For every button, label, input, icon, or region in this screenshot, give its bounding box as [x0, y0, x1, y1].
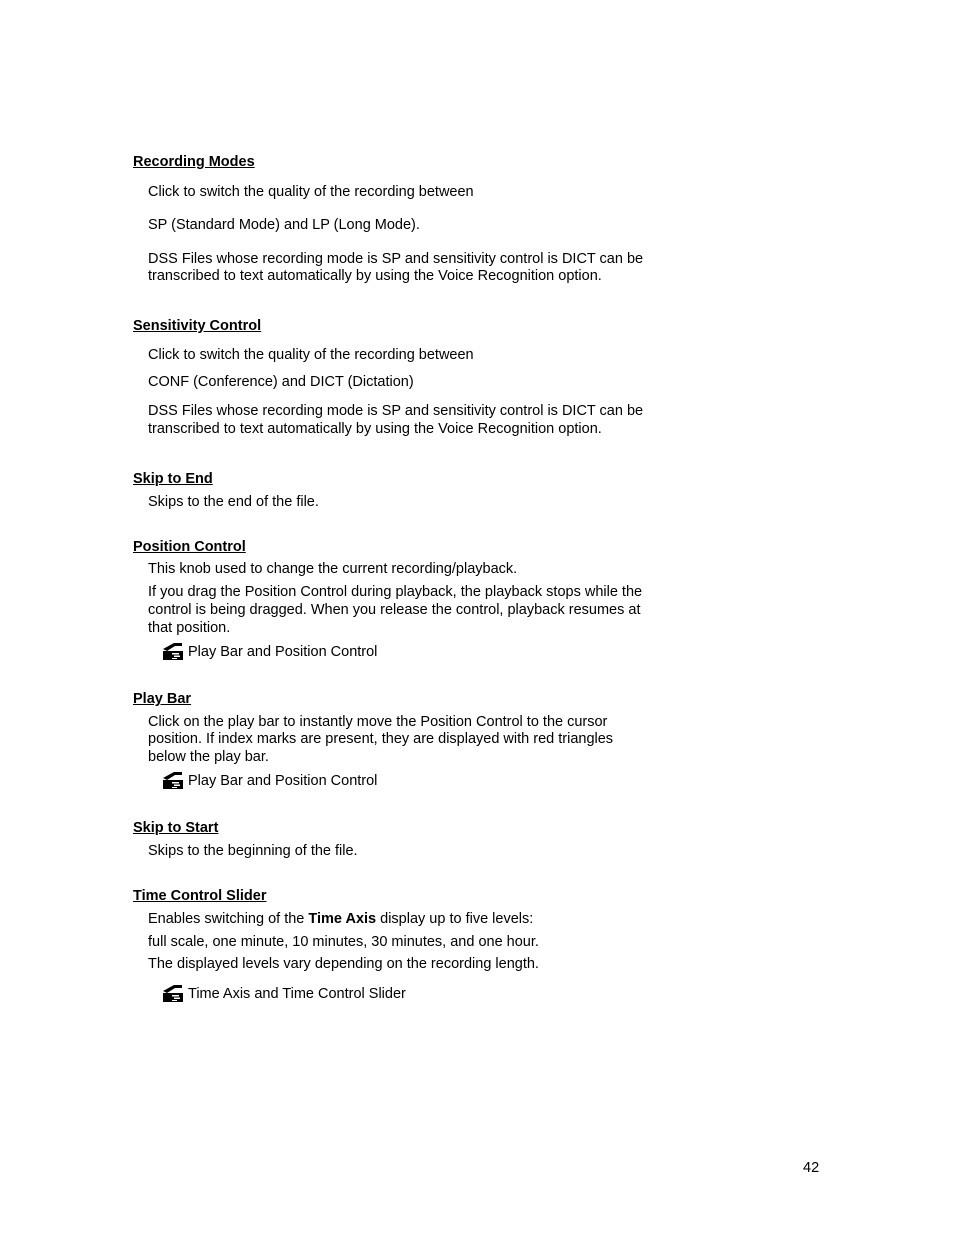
time-control-slider-line1 — [148, 911, 533, 927]
recording-modes-line3a: DSS Files whose recording mode is SP and sensitivity control is DICT can be — [148, 251, 644, 267]
time-control-slider-heading: Time Control Slider — [133, 888, 267, 904]
position-control-heading: Position Control — [133, 539, 246, 555]
position-control-line1: This knob used to change the current recording/playback. — [148, 561, 518, 577]
time-control-slider-related-link-label[interactable]: Time Axis and Time Control Slider — [188, 985, 406, 1002]
skip-to-end-heading: Skip to End — [133, 471, 213, 487]
sensitivity-control-line1: Click to switch the quality of the recording between — [148, 347, 474, 363]
related-topic-icon — [162, 984, 184, 1003]
play-bar-line1b: position. If index marks are present, they are displayed with red triangles — [148, 731, 614, 747]
skip-to-start-heading: Skip to Start — [133, 820, 219, 836]
sensitivity-control-line2: CONF (Conference) and DICT (Dictation) — [148, 374, 414, 390]
position-control-line2c: that position. — [148, 620, 231, 636]
play-bar-related-link-label[interactable]: Play Bar and Position Control — [188, 772, 378, 789]
time-control-slider-line2: full scale, one minute, 10 minutes, 30 minutes, and one hour. — [148, 934, 539, 950]
related-topic-icon — [162, 771, 184, 790]
sensitivity-control-heading: Sensitivity Control — [133, 318, 262, 334]
skip-to-start-line1: Skips to the beginning of the file. — [148, 843, 358, 859]
recording-modes-heading: Recording Modes — [133, 154, 255, 170]
recording-modes-line3b: transcribed to text automatically by using the Voice Recognition option. — [148, 268, 602, 284]
position-control-line2b: control is being dragged. When you release the control, playback resumes at — [148, 602, 641, 618]
time-control-slider-related-link[interactable] — [162, 984, 406, 1003]
time-control-slider-line1-post: display up to five levels: — [376, 911, 534, 927]
time-control-slider-line3: The displayed levels vary depending on the recording length. — [148, 956, 539, 972]
play-bar-line1a: Click on the play bar to instantly move the Position Control to the cursor — [148, 714, 608, 730]
play-bar-heading: Play Bar — [133, 691, 192, 707]
skip-to-end-line1: Skips to the end of the file. — [148, 494, 319, 510]
time-axis-term: Time Axis — [308, 911, 377, 927]
related-topic-icon — [162, 642, 184, 661]
position-control-related-link[interactable] — [162, 642, 377, 661]
position-control-related-link-label[interactable]: Play Bar and Position Control — [188, 643, 378, 660]
play-bar-related-link[interactable] — [162, 771, 377, 790]
play-bar-line1c: below the play bar. — [148, 749, 269, 765]
recording-modes-line1: Click to switch the quality of the recording between — [148, 184, 474, 200]
sensitivity-control-line3b: transcribed to text automatically by using the Voice Recognition option. — [148, 421, 602, 437]
time-control-slider-line1-pre: Enables switching of the — [148, 911, 309, 927]
sensitivity-control-line3a: DSS Files whose recording mode is SP and sensitivity control is DICT can be — [148, 403, 644, 419]
recording-modes-line2: SP (Standard Mode) and LP (Long Mode). — [148, 217, 420, 233]
page-number: 42 — [803, 1160, 820, 1176]
position-control-line2a: If you drag the Position Control during playback, the playback stops while the — [148, 584, 643, 600]
